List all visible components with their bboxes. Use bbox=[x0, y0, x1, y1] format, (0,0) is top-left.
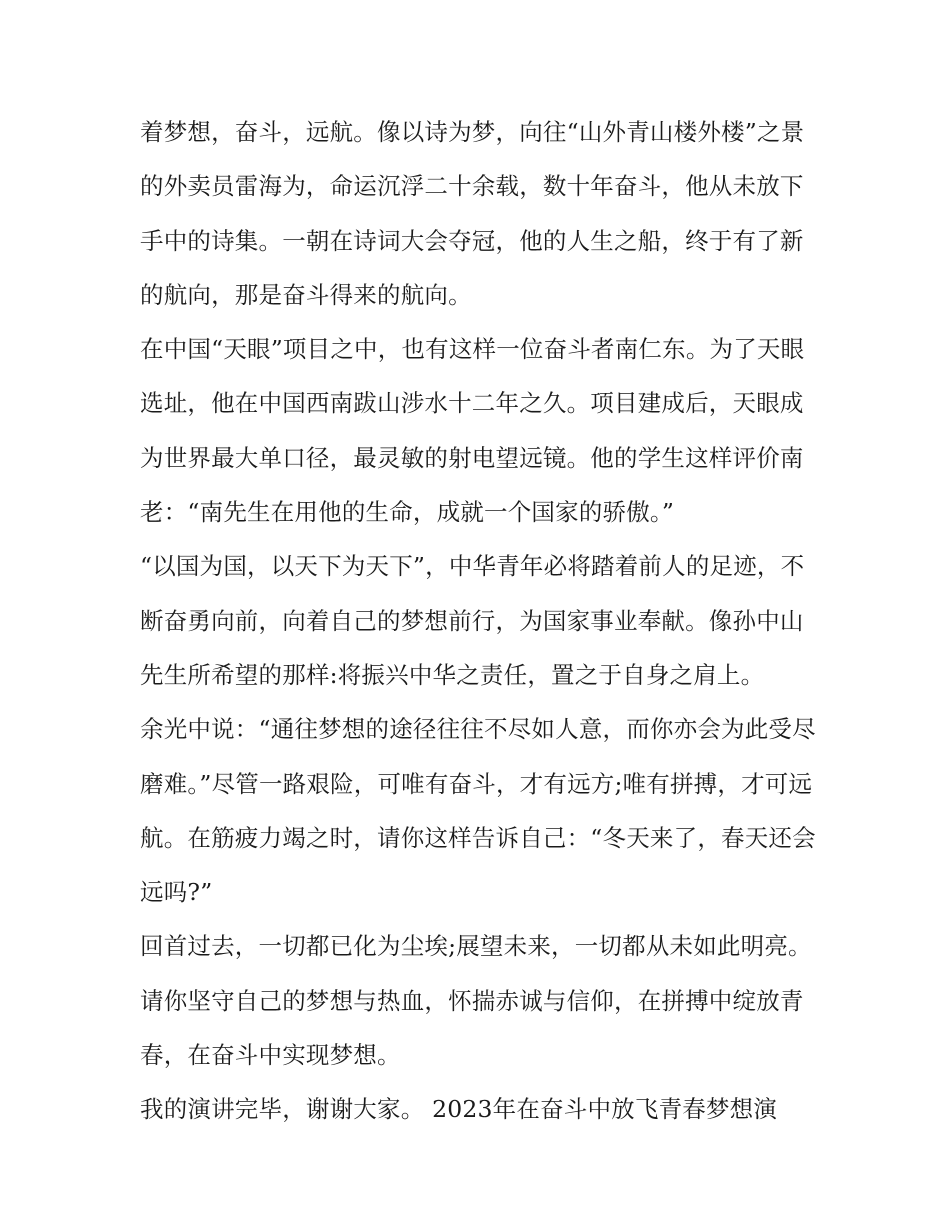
paragraph-3: “以国为国，以天下为天下”，中华青年必将踏着前人的足迹，不断奋勇向前，向着自己的梦想前行，为国家事业奉献。像孙中山先生所希望的那样:将振兴中华之责任，置之于自身之肩上。 bbox=[140, 552, 805, 689]
paragraph-1: 着梦想，奋斗，远航。像以诗为梦，向往“山外青山楼外楼”之景的外卖员雷海为，命运沉浮二十余载，数十年奋斗，他从未放下手中的诗集。一朝在诗词大会夺冠，他的人生之船，终于有了新的航向，那是奋斗得来的航向。 bbox=[140, 118, 805, 309]
paragraph-4: 余光中说：“通往梦想的途径往往不尽如人意，而你亦会为此受尽磨难。”尽管一路艰险，可唯有奋斗，才有远方;唯有拼搏，才可远航。在筋疲力竭之时，请你这样告诉自己：“冬天来了，春天还会远吗?” bbox=[140, 715, 816, 907]
paragraph-5: 回首过去，一切都已化为尘埃;展望未来，一切都从未如此明亮。请你坚守自己的梦想与热血，怀揣赤诚与信仰，在拼搏中绽放青春，在奋斗中实现梦想。 bbox=[140, 932, 812, 1070]
paragraph-2: 在中国“天眼”项目之中，也有这样一位奋斗者南仁东。为了天眼选址，他在中国西南跋山涉水十二年之久。项目建成后，天眼成为世界最大单口径，最灵敏的射电望远镜。他的学生这样评价南老：“南先生在用他的生命，成就一个国家的骄傲。” bbox=[140, 335, 805, 527]
paragraph-6: 我的演讲完毕，谢谢大家。 2023年在奋斗中放飞青春梦想演 bbox=[140, 1095, 778, 1124]
document-body bbox=[140, 105, 820, 1137]
